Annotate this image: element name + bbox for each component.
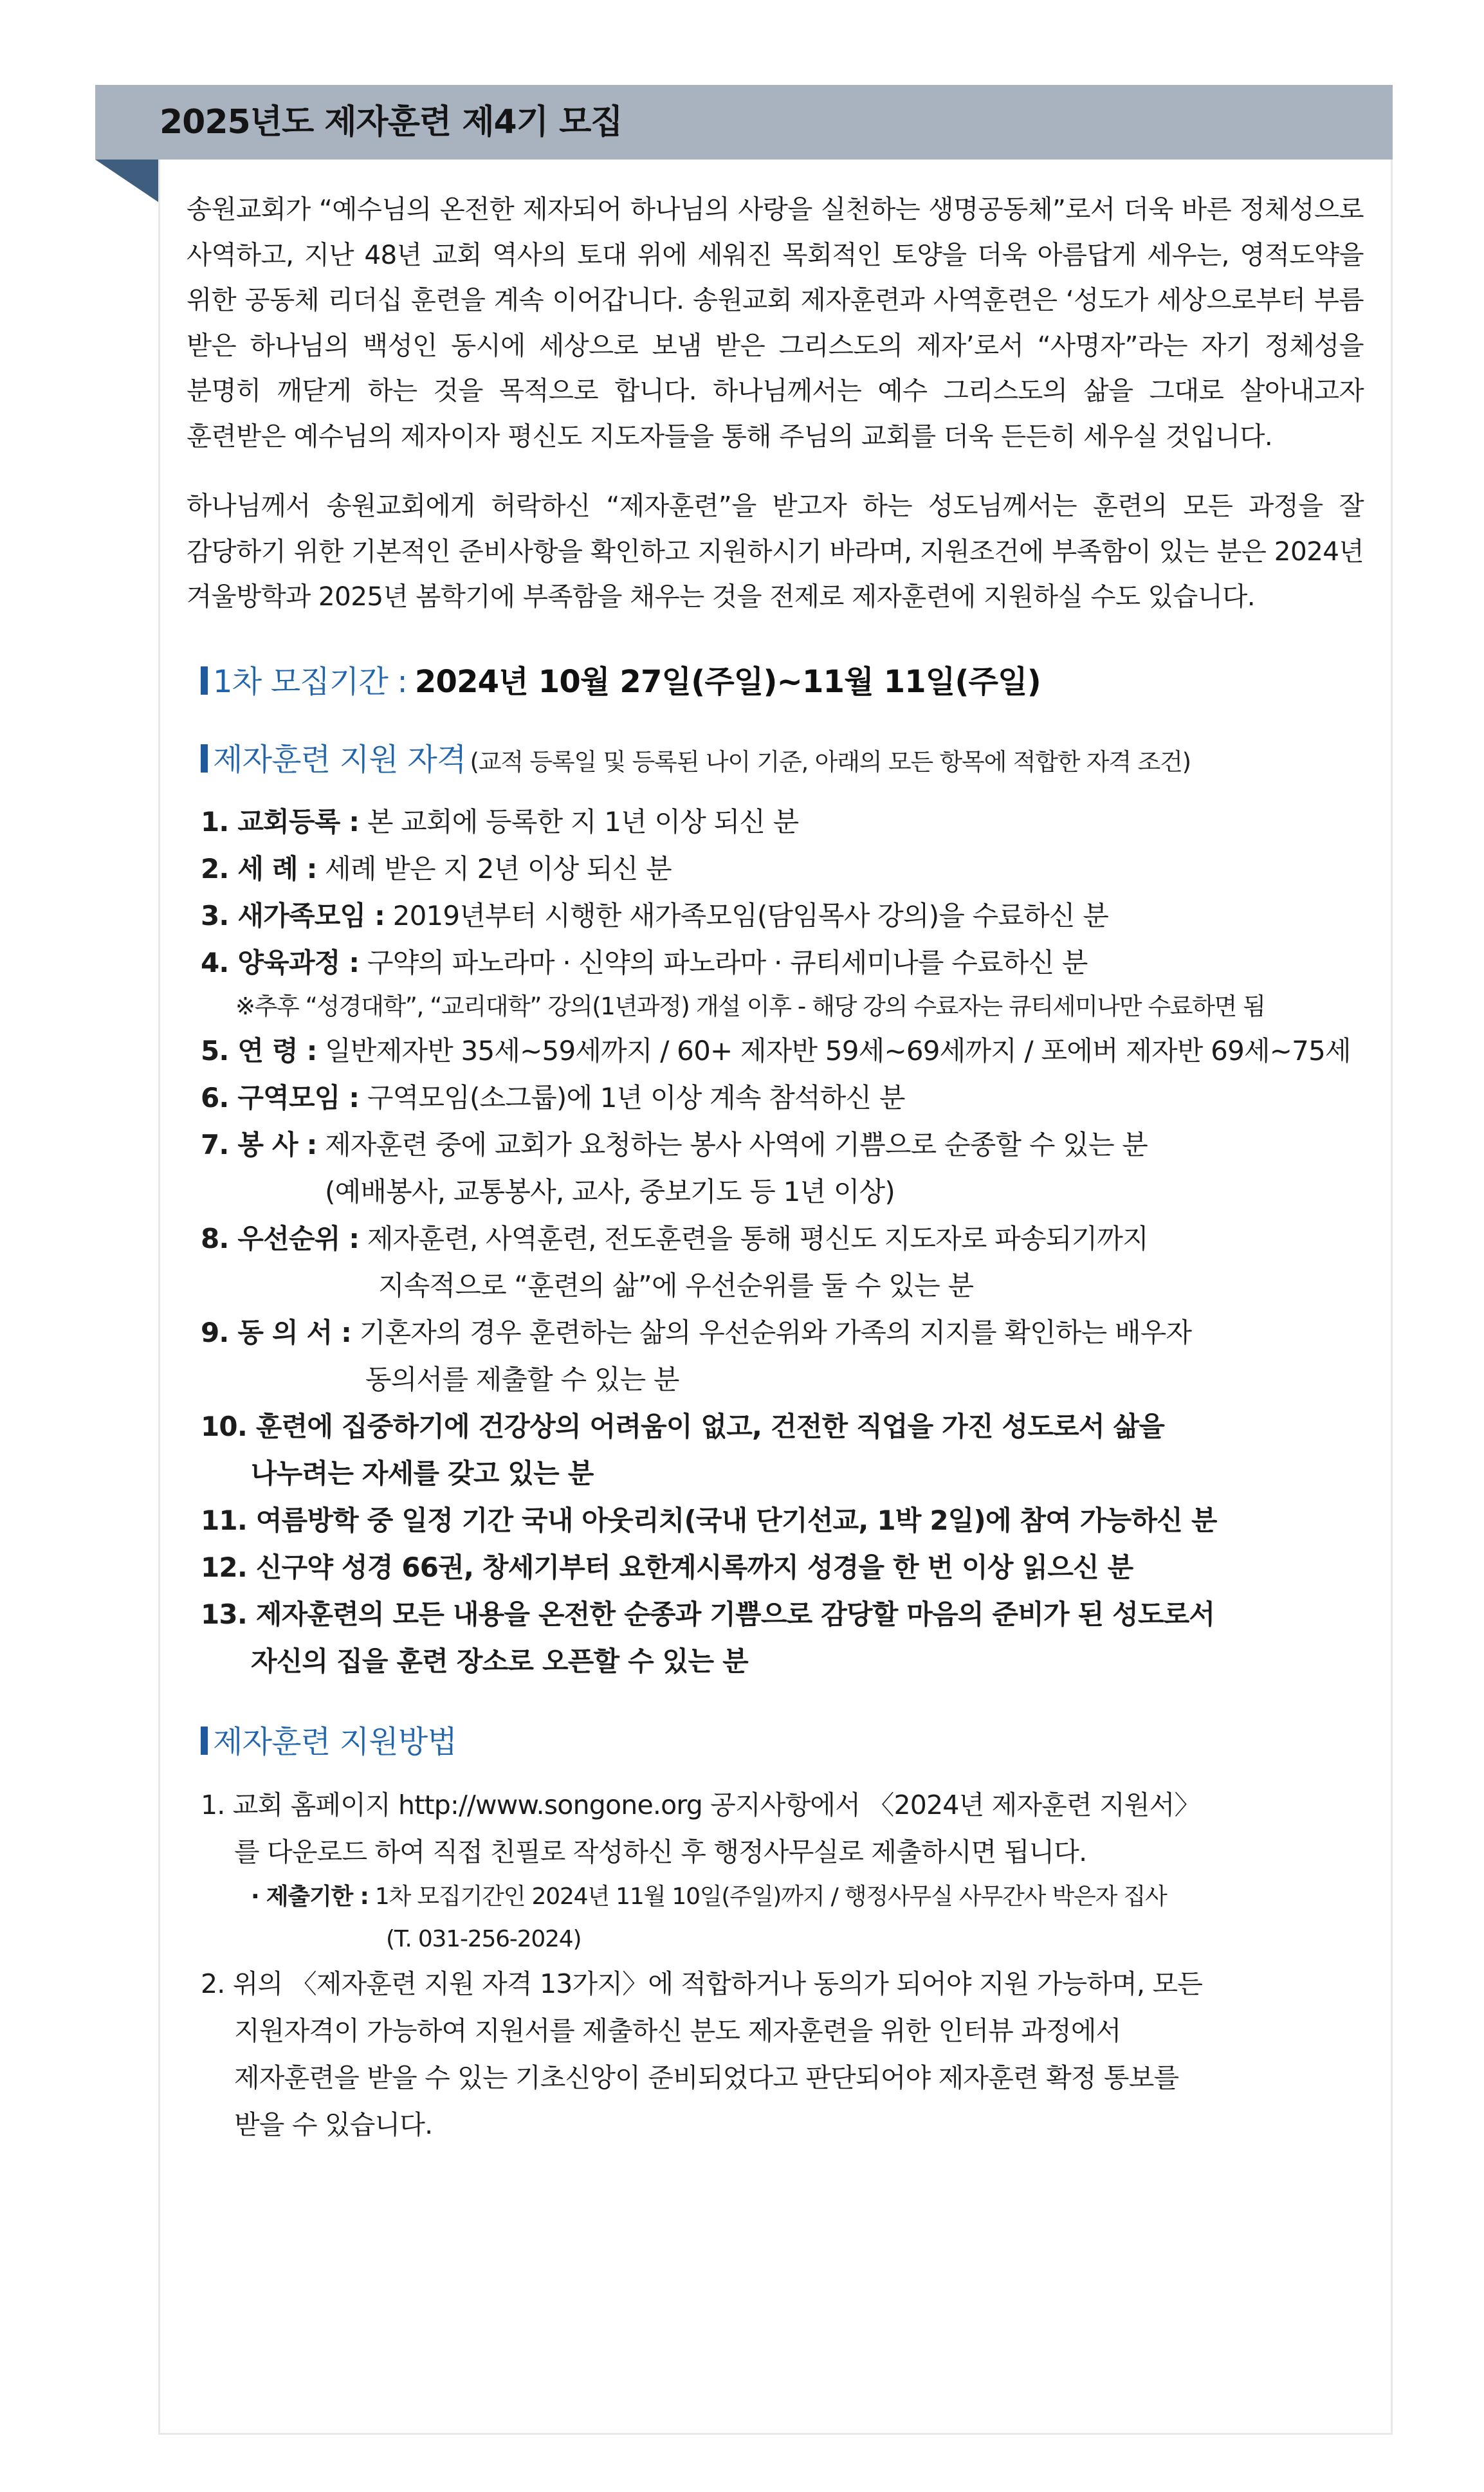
qualification-label: 1. 교회등록 : — [201, 805, 360, 838]
qualification-label: 2. 세 례 : — [201, 852, 317, 884]
notice-content — [187, 187, 1364, 2148]
qualification-heading — [201, 735, 1364, 779]
apply-title: 제자훈련 지원방법 — [213, 1723, 457, 1760]
title-fold-decoration — [95, 160, 158, 202]
apply-item-2-line-1: 2. 위의 〈제자훈련 지원 자격 13가지〉에 적합하거나 동의가 되어야 지원 가능하며, 모든 — [201, 1968, 1203, 1999]
period-label: 1차 모집기간 : — [213, 663, 407, 700]
apply-item-2-line-3: 제자훈련을 받을 수 있는 기초신앙이 준비되었다고 판단되어야 제자훈련 확정 통보를 — [234, 2062, 1179, 2093]
apply-phone: (T. 031-256-2024) — [386, 1925, 582, 1952]
apply-item-1-cont: 를 다운로드 하여 직접 친필로 작성하신 후 행정사무실로 제출하시면 됩니다. — [234, 1836, 1087, 1867]
qualification-label: 9. 동 의 서 : — [201, 1316, 352, 1348]
qualification-item-cont: (예배봉사, 교통봉사, 교사, 중보기도 등 1년 이상) — [325, 1175, 895, 1207]
qualification-item — [201, 845, 1364, 892]
qualification-text: 일반제자반 35세~59세까지 / 60+ 제자반 59세~69세까지 / 포에버 제자반 69세~75세 — [316, 1034, 1351, 1067]
deadline-label: · 제출기한 : — [251, 1883, 369, 1910]
intro-paragraph-1: 송원교회가 “예수님의 온전한 제자되어 하나님의 사랑을 실천하는 생명공동체”로서 더욱 바른 정체성으로 사역하고, 지난 48년 교회 역사의 토대 위에 세워진 목회적인 토양을 더욱 아름답게 세우는, 영적도약을 위한 공동체 리더십 훈련을 계속 이어갑니다. 송원교회 제자훈련과 사역훈련은 ‘성도가 세상으로부터 부름 받은 하나님의 백성인 동시에 세상으로 보냄 받은 그리스도의 제자’로서 “사명자”라는 자기 정체성을 분명히 깨닫게 하는 것을 목적으로 합니다. 하나님께서는 예수 그리스도의 삶을 그대로 살아내고자 훈련받은 예수님의 제자이자 평신도 지도자들을 통해 주님의 교회를 더욱 든든히 세우실 것입니다. — [187, 194, 1364, 452]
intro-paragraph-2: 하나님께서 송원교회에게 허락하신 “제자훈련”을 받고자 하는 성도님께서는 훈련의 모든 과정을 잘 감당하기 위한 기본적인 준비사항을 확인하고 지원하시기 바라며, 지원조건에 부족함이 있는 분은 2024년 겨울방학과 2025년 봄학기에 부족함을 채우는 것을 전제로 제자훈련에 지원하실 수도 있습니다. — [187, 490, 1364, 612]
qualification-item — [201, 939, 1364, 986]
qualification-item-cont: 지속적으로 “훈련의 삶”에 우선순위를 둘 수 있는 분 — [378, 1269, 974, 1301]
qualification-text: 구약의 파노라마 · 신약의 파노라마 · 큐티세미나를 수료하신 분 — [359, 946, 1088, 978]
qualification-text: 제자훈련, 사역훈련, 전도훈련을 통해 평신도 지도자로 파송되기까지 — [359, 1222, 1148, 1254]
apply-heading — [201, 1717, 1364, 1761]
section-bar-icon — [201, 744, 208, 773]
qualification-item — [201, 1121, 1364, 1168]
qualification-item-cont: 나누려는 자세를 갖고 있는 분 — [251, 1457, 594, 1489]
qualification-item — [201, 798, 1364, 845]
qualification-note: (교적 등록일 및 등록된 나이 기준, 아래의 모든 항목에 적합한 자격 조건) — [470, 747, 1191, 776]
qualification-text: 2019년부터 시행한 새가족모임(담임목사 강의)을 수료하신 분 — [385, 899, 1109, 931]
qualification-title: 제자훈련 지원 자격 — [213, 741, 466, 778]
apply-item-1: 1. 교회 홈페이지 http://www.songone.org 공지사항에서 〈2024년 제자훈련 지원서〉 — [201, 1789, 1200, 1820]
qualification-text: 구역모임(소그룹)에 1년 이상 계속 참석하신 분 — [359, 1081, 905, 1113]
qualification-item — [201, 892, 1364, 939]
qualification-label: 5. 연 령 : — [201, 1034, 317, 1067]
qualification-label: 3. 새가족모임 : — [201, 899, 385, 931]
qualification-text: 세례 받은 지 2년 이상 되신 분 — [316, 852, 672, 884]
section-bar-icon — [201, 666, 208, 695]
recruit-period — [201, 657, 1364, 701]
title-bar — [95, 85, 1393, 160]
qualification-label: 4. 양육과정 : — [201, 946, 360, 978]
deadline-text: 1차 모집기간인 2024년 11월 10일(주일)까지 / 행정사무실 사무간사 박은자 집사 — [368, 1883, 1167, 1910]
qualification-item — [201, 1215, 1364, 1262]
qualification-label: 6. 구역모임 : — [201, 1081, 360, 1113]
qualification-item — [201, 1309, 1364, 1356]
qualification-item: 11. 여름방학 중 일정 기간 국내 아웃리치(국내 단기선교, 1박 2일)에 참여 가능하신 분 — [201, 1504, 1217, 1536]
qualification-item — [201, 1074, 1364, 1121]
qualification-item-cont: 자신의 집을 훈련 장소로 오픈할 수 있는 분 — [251, 1645, 748, 1677]
qualification-item — [201, 1027, 1364, 1074]
apply-section — [201, 1782, 1364, 2148]
qualification-item-cont: 동의서를 제출할 수 있는 분 — [365, 1363, 679, 1395]
qualification-text: 기혼자의 경우 훈련하는 삶의 우선순위와 가족의 지지를 확인하는 배우자 — [351, 1316, 1192, 1348]
apply-item-2-line-4: 받을 수 있습니다. — [234, 2109, 433, 2140]
page-title: 2025년도 제자훈련 제4기 모집 — [160, 103, 623, 142]
section-bar-icon — [201, 1727, 208, 1755]
qualification-text: 제자훈련 중에 교회가 요청하는 봉사 사역에 기쁨으로 순종할 수 있는 분 — [316, 1128, 1148, 1160]
qualification-label: 7. 봉 사 : — [201, 1128, 317, 1160]
apply-item-2-line-2: 지원자격이 가능하여 지원서를 제출하신 분도 제자훈련을 위한 인터뷰 과정에서 — [234, 2015, 1121, 2046]
qualification-label: 8. 우선순위 : — [201, 1222, 360, 1254]
qualification-list — [201, 798, 1364, 1685]
qualification-item: 12. 신구약 성경 66권, 창세기부터 요한계시록까지 성경을 한 번 이상 읽으신 분 — [201, 1551, 1133, 1583]
qualification-text: 본 교회에 등록한 지 1년 이상 되신 분 — [359, 805, 799, 838]
qualification-footnote: ※추후 “성경대학”, “교리대학” 강의(1년과정) 개설 이후 - 해당 강의 수료자는 큐티세미나만 수료하면 됨 — [235, 992, 1265, 1020]
apply-deadline — [201, 1876, 1364, 1918]
qualification-item: 10. 훈련에 집중하기에 건강상의 어려움이 없고, 건전한 직업을 가진 성도로서 삶을 — [201, 1410, 1165, 1442]
period-value: 2024년 10월 27일(주일)~11월 11일(주일) — [414, 663, 1041, 700]
qualification-item: 13. 제자훈련의 모든 내용을 온전한 순종과 기쁨으로 감당할 마음의 준비가 된 성도로서 — [201, 1598, 1215, 1630]
